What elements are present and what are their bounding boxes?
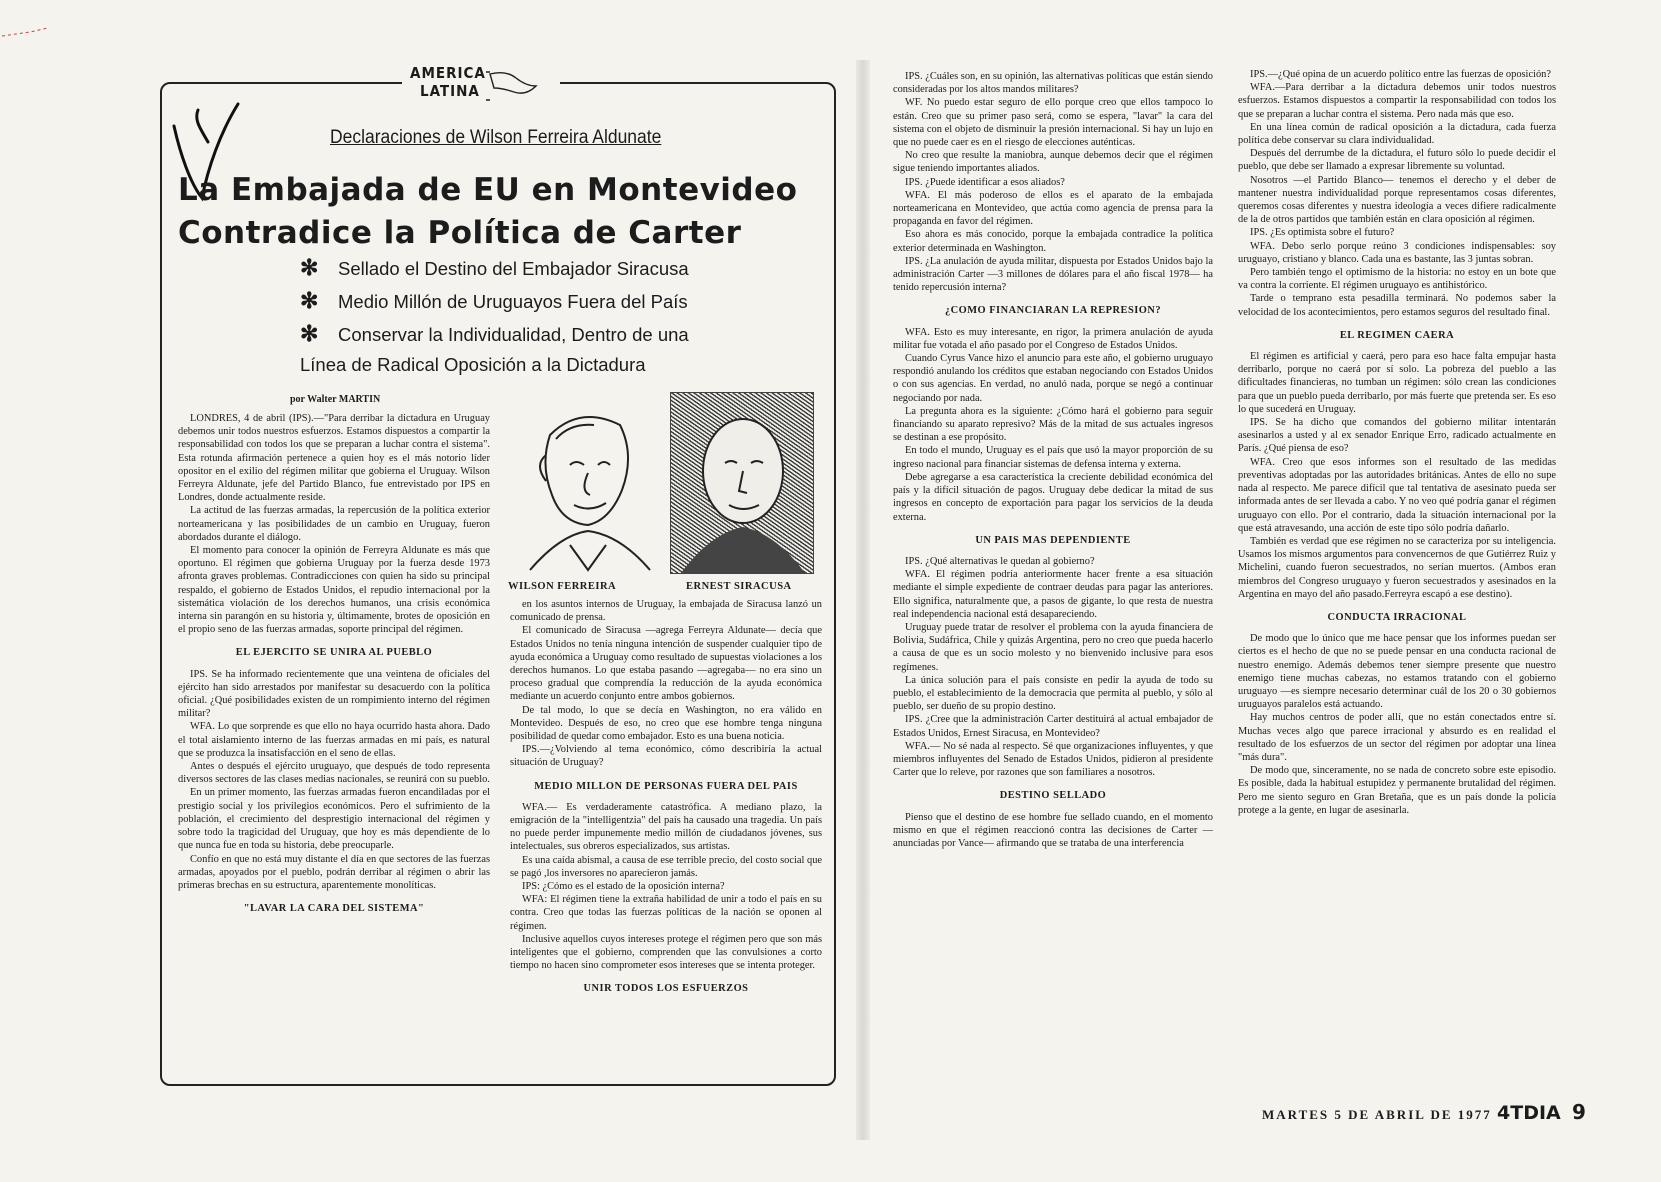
section-logo [402,64,560,110]
page-number: 9 [1572,1100,1588,1124]
subheadline-item [300,255,840,288]
paragraph: No creo que resulte la maniobra, aunque debemos decir que el régimen sigue teniendo importantes aliados. [893,150,1213,175]
page-footer [1262,1100,1588,1124]
subheadline-item [300,321,840,354]
paragraph: IPS. ¿Qué alternativas le quedan al gobierno? [905,555,1095,567]
asterisk-icon: ✻ [300,321,319,346]
section-heading: EL EJERCITO SE UNIRA AL PUEBLO [235,647,433,659]
paragraph: WFA.—Para derribar a la dictadura debemos unir todos nuestros esfuerzos. Estamos dispuestos a compartir la responsabilidad con todos los que se preparan a luchar contra el sistema. Pero nada más que eso. [1238,82,1556,120]
section-heading: UN PAIS MAS DEPENDIENTE [975,534,1131,546]
article-column-3 [893,70,1213,1070]
paragraph: en los asuntos internos de Uruguay, la embajada de Siracusa lanzó un comunicado de prensa. [510,599,822,624]
paragraph: IPS. ¿La anulación de ayuda militar, dispuesta por Estados Unidos bajo la administración Carter —3 millones de dólares para el año fiscal 1978— ha tenido repercusión interna? [893,255,1213,294]
paragraph: WF. No puedo estar seguro de ello porque creo que ellos tampoco lo están. Creo que su primer paso será, como se espera, "lavar" la cara del sistema con el objeto de disminuir la presión internacional. Si hay un lujo en que no puede caer es en el riesgo de elecciones auténticas. [893,97,1213,149]
paragraph: Es una caída abismal, a causa de ese terrible precio, del costo social que se pagó ,los inversores no aparecieron jamás. [510,854,822,879]
paragraph: WFA. El régimen podría anteriormente hacer frente a esa situación mediante el simple expediente de contraer deudas para pagar las anteriores. Ello significa, naturalmente que, a pasos de gigante, lo que resta de nuestra real independencia nacional está desapareciendo. [893,569,1213,620]
wilson-ferreira-caricature [510,395,660,575]
paragraph: Tarde o temprano esta pesadilla terminará. No podemos saber la velocidad de los acontecimientos, pero estamos seguros del resultado final. [1238,293,1556,318]
paragraph: IPS. ¿Cuáles son, en su opinión, las alternativas políticas que están siendo consideradas por los altos mandos militares? [893,71,1213,96]
paragraph: Después del derrumbe de la dictadura, el futuro sólo lo puede decidir el pueblo, que debe ser llamado a expresar libremente su voluntad. [1238,148,1556,173]
paragraph: IPS. Se ha dicho que comandos del gobierno militar intentarán asesinarlos a usted y al ex senador Enrique Erro, radicado actualmente en París. ¿Qué piensa de eso? [1238,417,1556,455]
paragraph: LONDRES, 4 de abril (IPS).—"Para derribar la dictadura en Uruguay debemos unir todos nuestros esfuerzos. Estamos dispuestos a compartir la responsabilidad con todos los que se preparan a luchar contra el sistema". Esta rotunda afirmación pertenece a quien hoy es el más notorio líder opositor en el exilio del régimen militar que gobierna el Uruguay. Wilson Ferreyra Aldunate, jefe del Partido Blanco, fue entrevistado por IPS en Londres, donde actualmente reside. [178,413,490,504]
paragraph: IPS. ¿Puede identificar a esos aliados? [905,176,1065,188]
paragraph: WFA. Creo que esos informes son el resultado de las medidas preventivas adoptadas por las autoridades británicas. Antes de ello no supe nada al respecto. Me parece difícil que tal tentativa de asesinato pueda ser informada antes de ser llevada a cabo. Y no veo qué podría ganar el régimen uruguayo con ello. Por el contrario, dada la situación internacional por la que está atravesando, una acción de este tipo sólo podría dañarlo. [1238,456,1556,534]
byline: por Walter MARTIN [290,394,381,405]
caption-wilson-ferreira: WILSON FERREIRA [508,581,617,592]
section-heading: CONDUCTA IRRACIONAL [1327,611,1467,623]
article-column-2 [510,598,822,1078]
subheadline-text: Conservar la Individualidad, Dentro de una [338,324,689,345]
paragraph: En todo el mundo, Uruguay es el país que usó la mayor proporción de su ingreso nacional para financiar sistemas de defensa interna y externa. [893,445,1213,470]
section-heading: ¿COMO FINANCIARAN LA REPRESION? [944,305,1162,317]
paragraph: El régimen es artificial y caerá, pero para eso hace falta empujar hasta derribarlo, porque no caerá por sí solo. La pobreza del pueblo a las dificultades financieras, no tumban un régimen: sólo crean las condiciones para que un pueblo pueda derribarlo, por más fuerte que pretenda ser. Es eso lo que sucederá en Uruguay. [1238,351,1556,415]
paragraph: La pregunta ahora es la siguiente: ¿Cómo hará el gobierno para seguir financiando su aparato represivo? Más de la mitad de sus actuales ingresos se destinan a ese propósito. [893,405,1213,444]
paragraph: IPS. ¿Es optimista sobre el futuro? [1250,227,1395,239]
section-heading: MEDIO MILLON DE PERSONAS FUERA DEL PAIS [534,780,798,792]
section-heading: EL REGIMEN CAERA [1339,329,1455,341]
paragraph: WFA.— No sé nada al respecto. Sé que organizaciones influyentes, y que miembros influyentes del Senado de Estados Unidos, pidieron al presidente Carter que lo releve, por razones que son familiares a nosotros. [893,740,1213,779]
section-heading: UNIR TODOS LOS ESFUERZOS [583,983,749,995]
paragraph: Nosotros —el Partido Blanco— tenemos el derecho y el deber de mantener nuestra individualidad porque representamos cosas diferentes, queremos cosas diferentes y nuestra ideología a veces difiere radicalmente de la de otros partidos que también están en clara oposición al régimen. [1238,174,1556,226]
paragraph: Inclusive aquellos cuyos intereses protege el régimen pero que son más inteligentes que el gobierno, comprenden que las convulsiones a corto tiempo no hacen sino comprometer esos intereses que se intenta proteger. [510,933,822,972]
logo-line-2: LATINA [420,82,480,100]
paragraph: De modo que lo único que me hace pensar que los informes puedan ser ciertos es el hecho de que no se puede pensar en una conducta racional de nuestro enemigo. Además debemos tener siempre presente que nuestro enemigo tiene muchas cabezas, no estamos tratando con el gobierno uruguayo —es siempre necesario determinar cuál de los 20 o 30 gobiernos uruguayos paralelos está actuando. [1238,633,1556,711]
subheadline-text: Sellado el Destino del Embajador Siracusa [338,258,689,279]
paragraph: IPS. ¿Cree que la administración Carter destituirá al actual embajador de Estados Unidos, Ernest Siracusa, en Montevideo? [893,714,1213,739]
article-column-4 [1238,68,1556,1078]
paragraph: Cuando Cyrus Vance hizo el anuncio para este año, el gobierno uruguayo respondió anulando los créditos que estaban negociando con Estados Unidos o con sus agencias. En verdad, no anuló nada, porque se negó a continuar negociando por nada. [893,353,1213,404]
paragraph: En un primer momento, las fuerzas armadas fueron encandiladas por el prestigio social y los privilegios económicos. Pero el sufrimiento de la población, el crecimiento del desprestigio internacional del régimen y sobre todo la tragicidad del Uruguay, que hoy es más dependiente de lo que nunca fue en toda su historia, debe preocuparle. [178,787,490,852]
logo-line-1: AMERICA [410,64,486,82]
asterisk-icon: ✻ [300,255,319,280]
paragraph: De modo que, sinceramente, no se nada de concreto sobre este episodio. Es posible, dada la habitual estupidez y permanente brutalidad del régimen. Pero me siento seguro en Gran Bretaña, que es un país donde la policía protege a la gente, en lugar de asesinarla. [1238,765,1556,816]
paragraph: WFA: El régimen tiene la extraña habilidad de unir a todo el país en su contra. Creo que todas las fuerzas políticas de la nación se oponen al régimen. [510,894,822,932]
paragraph: WFA. Lo que sorprende es que ello no haya ocurrido hasta ahora. Dado el total aislamiento interno de las fuerzas armadas en mi país, es natural que se produzca la insatisfacción en el seno de ellas. [178,721,490,759]
paragraph: El comunicado de Siracusa —agrega Ferreyra Aldunate— decía que Estados Unidos no tenía ninguna intención de suspender cualquier tipo de ayuda económica a Uruguay como resultado de supuestas violaciones a los derechos humanos. Lo que estaba pasando —agregaba— no era sino un proceso gradual que comprendía la reducción de la ayuda económica mediante un acuerdo conjunto entre ambos gobiernos. [510,625,822,703]
headline-line-1: La Embajada de EU en Montevideo [178,172,798,208]
paragraph: IPS. Se ha informado recientemente que una veintena de oficiales del ejército han sido arrestados por manifestar su desacuerdo con la política oficial. ¿Qué posibilidades existen de un rompimiento interno del régimen militar? [178,668,490,720]
paragraph: IPS: ¿Cómo es el estado de la oposición interna? [522,881,725,893]
paragraph: En una línea común de radical oposición a la dictadura, cada fuerza política debe conservar su clara individualidad. [1238,121,1556,147]
paragraph: WFA. Esto es muy interesante, en rigor, la primera anulación de ayuda militar fue votada el año pasado por el Congreso de Estados Unidos. [893,326,1213,351]
paragraph: IPS.—¿Volviendo al tema económico, cómo describiría la actual situación de Uruguay? [510,744,822,769]
paragraph: Confío en que no está muy distante el día en que sectores de las fuerzas armadas, apoyados por el pueblo, podrán derribar al régimen o abrir las primeras brechas en su estructura, aparentemente monolíticas. [178,853,490,891]
portrait-silhouette [671,393,813,573]
ink-mark [0,0,60,40]
paragraph: Uruguay puede tratar de resolver el problema con la ayuda financiera de Bolivia, Sudáfrica, Chile y quizás Argentina, pero no creo que pueda hacerlo a causa de que es un socio molesto y no bienvenido inclusive para esos regímenes. [893,621,1213,673]
subheadline-text: Línea de Radical Oposición a la Dictadura [300,354,646,375]
paragraph: Hay muchos centros de poder allí, que no están conectados entre sí. Muchas veces algo que parece irracional y absurdo es en realidad el resultado de los esfuerzos de un sector del régimen por adoptar una línea "más dura". [1238,712,1556,763]
paragraph: WFA.— Es verdaderamente catastrófica. A mediano plazo, la emigración de la "intelligentzia" del país ha causado una tragedia. Un país no puede perder impunemente medio millón de ciudadanos jóvenes, sus intelectuales, sus obreros especializados, sus artistas. [510,801,822,853]
paragraph: La única solución para el país consiste en pedir la ayuda de todo su pueblo, el establecimiento de la democracia que permita al pueblo, y sólo al pueblo, ser dueño de su propio destino. [893,674,1213,713]
page-fold [856,60,870,1140]
footer-date: MARTES 5 DE ABRIL DE 1977 [1262,1107,1492,1122]
paragraph: Debe agregarse a esa característica la creciente debilidad económica del país y la difícil situación de pagos. Uruguay debe dedicar la mitad de sus ingresos en concepto de exportación para pagar los servicios de la deuda externa. [893,471,1213,523]
paragraph: El momento para conocer la opinión de Ferreyra Aldunate es más que oportuno. El régimen que gobierna Uruguay por la fuerza desde 1973 afronta graves problemas. Contradicciones con quien ha sido su principal respaldo, el gobierno de Estados Unidos, el repudio internacional por la sistemática violación de los derechos humanos, una crisis económica interna sin parangón en su historia y, últimamente, brotes de oposición en el propio seno de las fuerzas armadas, soporte principal del régimen. [178,545,490,636]
headline-line-2: Contradice la Política de Carter [178,215,742,251]
paragraph: La actitud de las fuerzas armadas, la repercusión de la política exterior norteamericana y las posibilidades de un cambio en Uruguay, fueron abordados durante el diálogo. [178,505,490,543]
newspaper-brand: 4TDIA [1497,1102,1561,1124]
paragraph: Eso ahora es más conocido, porque la embajada contradice la política exterior determinada en Washington. [893,229,1213,254]
paragraph: WFA. El más poderoso de ellos es el aparato de la embajada norteamericana en Montevideo, que actúa como agencia de prensa para la propaganda en favor del régimen. [893,189,1213,228]
ernest-siracusa-portrait [670,392,814,574]
paragraph: Pienso que el destino de ese hombre fue sellado cuando, en el momento mismo en que el régimen reaccionó contra las decisiones de Carter —anunciadas por Vance— afirmando que se trataba de una interferencia [893,811,1213,849]
caption-ernest-siracusa: ERNEST SIRACUSA [686,581,792,592]
asterisk-icon: ✻ [300,288,319,313]
subheadline-item [300,288,840,321]
paragraph: De tal modo, lo que se decía en Washington, no era válido en Montevideo. Después de eso, no creo que ese hombre tenga ninguna posibilidad de quedar como embajador. Esto es una buena noticia. [510,704,822,743]
subheadline-item [300,354,840,387]
paragraph: WFA. Debo serlo porque reúno 3 condiciones indispensables: soy uruguayo, cristiano y blanco. Cada una es bastante, las 3 juntas sobran. [1238,240,1556,265]
paragraph: IPS.—¿Qué opina de un acuerdo político entre las fuerzas de oposición? [1250,69,1551,80]
article-column-1 [178,412,490,1072]
section-heading: DESTINO SELLADO [999,790,1107,802]
map-outline-icon [486,66,550,106]
subheadline-list [300,255,840,387]
paragraph: Antes o después el ejército uruguayo, que después de todo representa diversos sectores de las clases medias nacionales, se reunirá con su pueblo. [178,761,490,786]
section-heading: "LAVAR LA CARA DEL SISTEMA" [243,903,425,915]
paragraph: Pero también tengo el optimismo de la historia: no estoy en un bote que va contra la corriente. El régimen uruguayo es antihistórico. [1238,267,1556,292]
article-kicker: Declaraciones de Wilson Ferreira Aldunate [330,127,662,148]
paragraph: También es verdad que ese régimen no se caracteriza por su inteligencia. Usamos los mismos argumentos para convencernos de que Gutiérrez Ruiz y Michelini, cuando fueron secuestrados, no serían muertos. (Ambos eran miembros del Congreso uruguayo y fueron secuestrados y asesinados en la Argentina en mayo del año pasado.Ferreyra escapó a ese destino). [1238,535,1556,600]
subheadline-text: Medio Millón de Uruguayos Fuera del País [338,291,688,312]
